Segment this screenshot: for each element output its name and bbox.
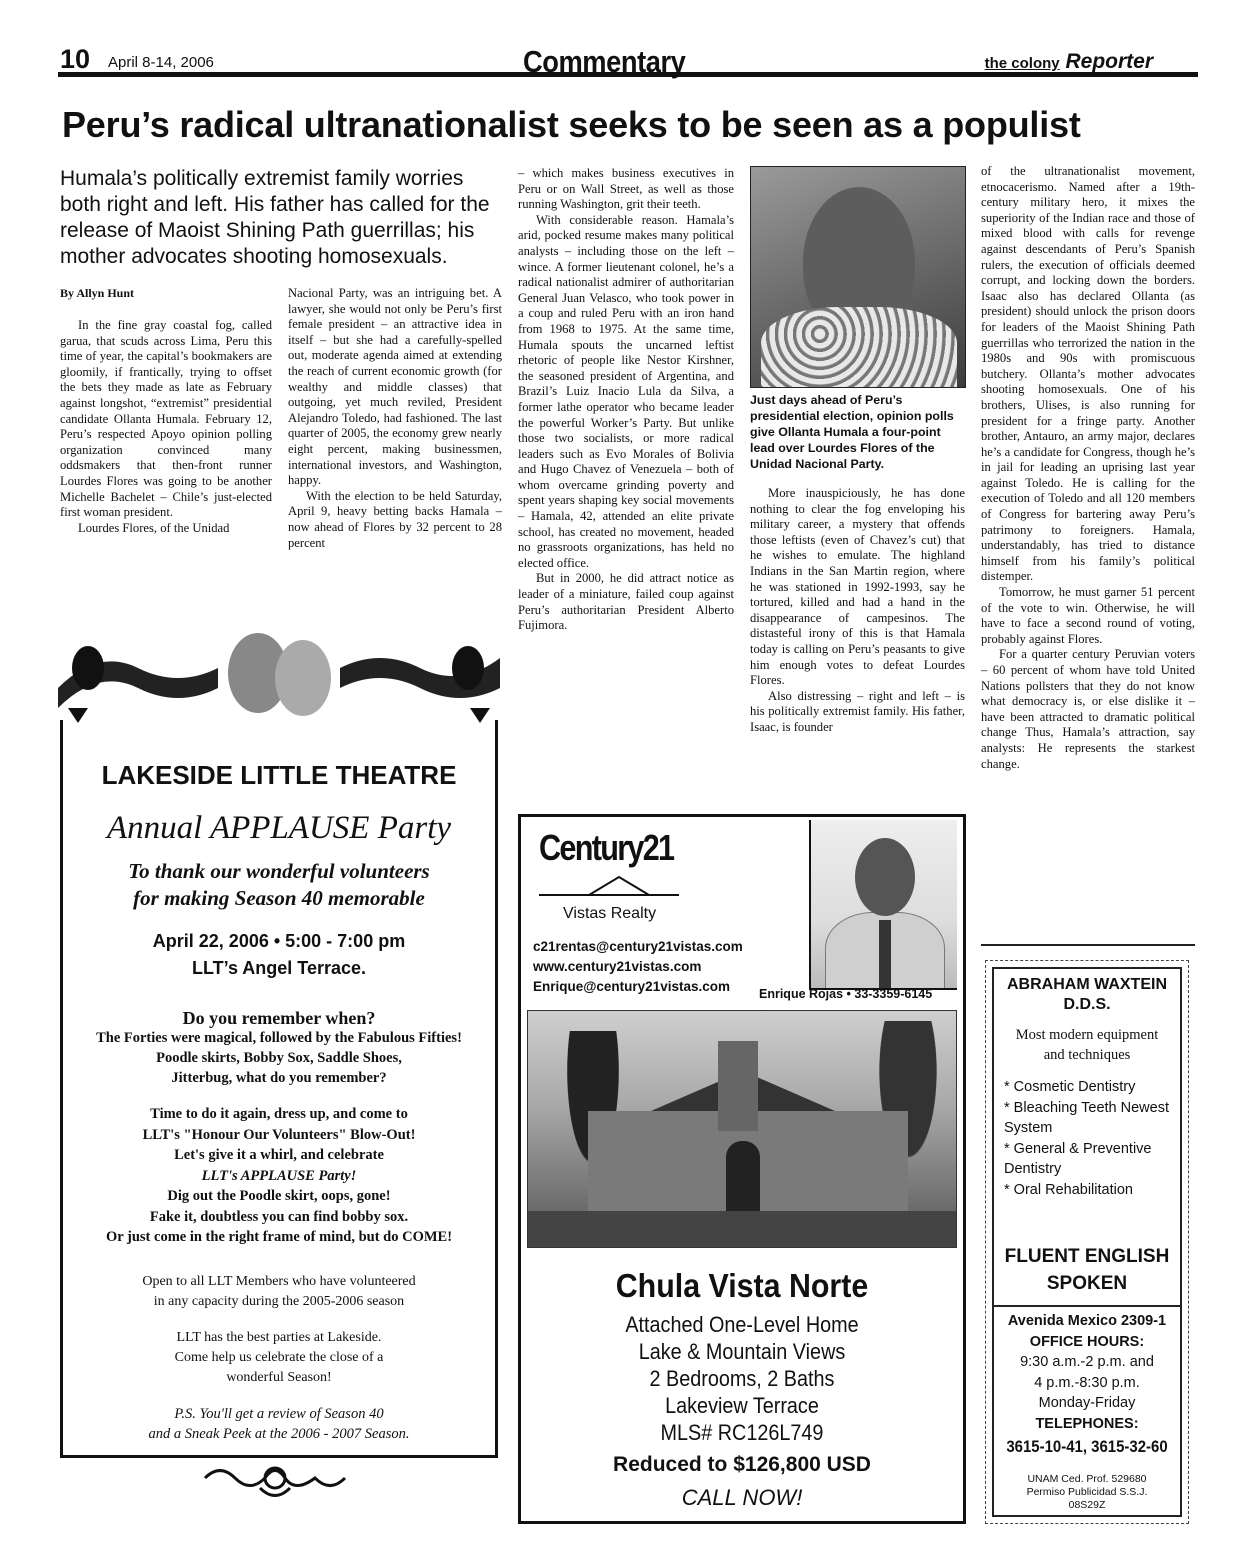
candidate-photo: [750, 166, 966, 388]
license-line: Permiso Publicidad S.S.J.: [1026, 1486, 1148, 1498]
invitation-line: LLT's "Honour Our Volunteers" Blow-Out!: [142, 1126, 416, 1143]
section-title: Commentary: [523, 44, 686, 79]
service-item: * Oral Rehabilitation: [1004, 1180, 1176, 1201]
article-paragraph: But in 2000, he did attract notice as leader of a miniature, failed coup against Peru’s authoritarian President Alberto Fujimora.: [518, 571, 734, 633]
invitation-line: Fake it, doubtless you can find bobby sox.: [149, 1208, 409, 1225]
contact-email[interactable]: Enrique@century21vistas.com: [533, 979, 730, 994]
party-title: Annual APPLAUSE Party: [106, 810, 452, 846]
article-paragraph: For a quarter century Peruvian voters – 60 percent of whom have told United Nations pollsters that they do not know what democracy is, or else dislike it – have been attracted to dramatic political change Thus, Hamala’s attraction, say analysts: He represents the starkest change.: [981, 647, 1195, 771]
office-address: Avenida Mexico 2309-1: [1007, 1313, 1167, 1329]
dentist-advertisement: [985, 960, 1189, 1524]
flourish-ornament-icon: [200, 1458, 350, 1498]
service-item: * Bleaching Teeth Newest System: [1004, 1098, 1176, 1139]
article-column-4: [750, 486, 965, 736]
property-detail: MLS# RC126L749: [660, 1420, 824, 1445]
article-column-3: [518, 166, 734, 634]
property-details: [543, 1311, 941, 1446]
theatre-advertisement: [60, 720, 498, 1458]
masthead: [58, 44, 1198, 82]
eligibility-text: [63, 1272, 495, 1312]
best-line: LLT has the best parties at Lakeside.: [176, 1330, 382, 1345]
column-divider: [981, 944, 1195, 946]
article-column-1: [60, 318, 272, 536]
theatre-masks-decoration: [58, 628, 500, 728]
comedy-mask-icon: [452, 646, 484, 690]
issue-date: April 8-14, 2006: [108, 54, 214, 71]
phone-numbers: 3615-10-41, 3615-32-60: [1006, 1437, 1168, 1456]
paper-name-main: Reporter: [1065, 50, 1153, 73]
event-datetime: [63, 928, 495, 982]
eligibility-line: in any capacity during the 2005-2006 season: [153, 1294, 405, 1309]
dentist-name: [994, 975, 1180, 1015]
dentist-name-line: ABRAHAM WAXTEIN: [1007, 976, 1167, 993]
house-tower: [718, 1041, 758, 1131]
phones-label: TELEPHONES:: [1035, 1415, 1139, 1432]
paper-name: [985, 50, 1153, 74]
invitation-line: Let's give it a whirl, and celebrate: [174, 1147, 384, 1163]
invitation-block: [63, 1104, 495, 1248]
license-info: [994, 1473, 1180, 1512]
agent-head: [855, 838, 915, 916]
equipment-text: [994, 1025, 1180, 1065]
event-location: LLT’s Angel Terrace.: [191, 958, 367, 978]
article-paragraph: With the election to be held Saturday, April 9, heavy betting backs Hamala – now ahead of Flores by 32 percent to 28 percent: [288, 488, 502, 550]
agent-name: Enrique Rojas • 33-3359-6145: [759, 987, 933, 1001]
article-column-2: [288, 286, 502, 551]
hours-line: 9:30 a.m.-2 p.m. and: [1020, 1354, 1154, 1370]
equipment-line: and techniques: [1043, 1047, 1131, 1063]
thanks-line: To thank our wonderful volunteers: [128, 859, 430, 883]
property-detail: Attached One-Level Home: [625, 1312, 859, 1337]
article-headline: Peru’s radical ultranationalist seeks to be seen as a populist: [62, 104, 1081, 145]
paper-name-prefix: the colony: [984, 55, 1060, 72]
postscript-line: P.S. You'll get a review of Season 40: [174, 1406, 384, 1422]
article-paragraph: More inauspiciously, he has done nothing to clear the fog enveloping his military career, a mystery that offends those leftists (even of Chavez’s cut) that he wishes to emulate. The highland Indians in the San Martin region, where he was stationed in 1992-1993, say he tortured, killed and had a hand in the disappearance of campesinos. The distasteful irony of this is that Hamala today is calling on Peru’s peasants to give him enough votes to defeat Lourdes Flores.: [750, 486, 965, 688]
postscript: [63, 1404, 495, 1444]
tragedy-mask-icon: [72, 646, 104, 690]
service-item: * Cosmetic Dentistry: [1004, 1077, 1176, 1098]
language-notice: [994, 1243, 1180, 1297]
center-mask-right-icon: [275, 640, 331, 716]
invitation-line: Or just come in the right frame of mind, but do COME!: [105, 1229, 453, 1245]
contact-website[interactable]: www.century21vistas.com: [533, 959, 702, 974]
house-roof-icon: [539, 873, 679, 899]
thanks-text: [63, 858, 495, 912]
agent-tie: [879, 920, 891, 990]
property-detail: Lakeview Terrace: [665, 1393, 819, 1418]
invitation-line: Dig out the Poodle skirt, oops, gone!: [167, 1188, 391, 1204]
property-detail: Lake & Mountain Views: [638, 1339, 846, 1364]
remember-line: The Forties were magical, followed by the Fabulous Fifties!: [96, 1030, 462, 1046]
contact-email[interactable]: c21rentas@century21vistas.com: [533, 939, 743, 954]
equipment-line: Most modern equipment: [1015, 1027, 1159, 1043]
remember-block: [63, 1008, 495, 1088]
property-detail: 2 Bedrooms, 2 Baths: [649, 1366, 835, 1391]
office-name: Vistas Realty: [563, 905, 657, 922]
century21-advertisement: [518, 814, 966, 1524]
event-date: April 22, 2006 • 5:00 - 7:00 pm: [152, 931, 406, 951]
thanks-line: for making Season 40 memorable: [133, 886, 425, 910]
page-number: 10: [60, 44, 91, 74]
hours-label: OFFICE HOURS:: [1029, 1333, 1145, 1350]
license-line: UNAM Ced. Prof. 529680: [1027, 1473, 1147, 1485]
article-deck: Humala’s politically extremist family worries both right and left. His father has called for the release of Maoist Shining Path guerrillas; his mother advocates shooting homosexuals.: [60, 167, 490, 268]
call-to-action: CALL NOW!: [681, 1485, 803, 1510]
postscript-line: and a Sneak Peek at the 2006 - 2007 Season.: [148, 1426, 410, 1442]
photo-flower-garland: [761, 307, 957, 388]
article-paragraph: Also distressing – right and left – is his politically extremist family. His father, Isaac, is founder: [750, 688, 965, 734]
language-line: FLUENT ENGLISH: [1004, 1246, 1170, 1267]
invitation-line: Time to do it again, dress up, and come to: [150, 1106, 408, 1122]
contact-list: [533, 937, 743, 997]
property-price: Reduced to $126,800 USD: [613, 1453, 871, 1476]
century21-logo: Century21: [539, 827, 674, 868]
theatre-name: LAKESIDE LITTLE THEATRE: [101, 760, 457, 790]
article-column-5: [981, 164, 1195, 772]
property-title: Chula Vista Norte: [615, 1267, 869, 1304]
remember-line: Jitterbug, what do you remember?: [171, 1070, 387, 1086]
hours-line: 4 p.m.-8:30 p.m.: [1034, 1374, 1140, 1391]
house-door: [726, 1141, 760, 1221]
office-info: [994, 1311, 1180, 1434]
byline: By Allyn Hunt: [60, 286, 135, 300]
yard: [528, 1211, 956, 1248]
language-line: SPOKEN: [1046, 1273, 1128, 1294]
article-paragraph: With considerable reason. Hamala’s arid, pocked resume makes many political analysts – including those on the left – wince. A former lieutenant colonel, he’s a radical nationalist admirer of authoritarian General Juan Velasco, who took power in a coup and ruled Peru with an iron hand from 1968 to 1975. At the same time, Humala spouts the uncarned leftist rhetoric of people like Nestor Kirshner, the seasoned president of Argentina, and Brazil’s Luiz Inacio Lula da Silva, a former lathe operator who became leader the powerful Worker’s Party. But unlike those two socialists, or more radical leaders such as Evo Morales of Bolivia and Hugo Chavez of Venezuela – both of whom overcame grinding poverty and spent years shaping key social movements – Hamala, 42, attended an elite private school, has created no movement, headed no grassroots organizations, has held no elected office.: [518, 212, 734, 570]
service-item: * General & Preventive Dentistry: [1004, 1139, 1176, 1180]
best-line: wonderful Season!: [226, 1370, 332, 1385]
dentist-degree: D.D.S.: [1063, 996, 1111, 1013]
photo-caption: Just days ahead of Peru’s presidential election, opinion polls give Ollanta Humala a four-point lead over Lourdes Flores of the Unidad Nacional Party.: [750, 393, 954, 471]
article-paragraph: Lourdes Flores, of the Unidad: [78, 520, 230, 535]
article-paragraph: – which makes business executives in Peru or on Wall Street, as well as those running Washington, grit their teeth.: [518, 166, 734, 212]
article-paragraph: In the fine gray coastal fog, called garua, that scuds across Lima, Peru this time of year, the capital’s bookmakers are gloomily, if frantically, trying to offset the bets they made as late as February against longshot, “extremist” presidential candidate Ollanta Humala. February 12, Peru’s respected Apoyo opinion polling organization convinced many oddsmakers that then-front runner Lourdes Flores was going to be another Michelle Bachelet – Chile’s just-elected first woman president.: [60, 318, 272, 520]
article-paragraph: Nacional Party, was an intriguing bet. A lawyer, she would not only be Peru’s first female president – an attractive idea in itself – but she had a carefully-spelled out, moderate agenda aimed at extending the reach of current economic growth (for wealthy and middle classes) that outgoing, yet much reviled, President Alejandro Toledo, had fashioned. The last quarter of 2005, the economy grew nearly eight percent, making businessmen, international investors, and Washington, happy.: [288, 286, 502, 488]
best-line: Come help us celebrate the close of a: [174, 1350, 384, 1365]
best-parties-text: [63, 1328, 495, 1388]
hours-line: Monday-Friday: [1038, 1395, 1136, 1411]
remember-heading: Do you remember when?: [182, 1008, 376, 1028]
property-photo: [527, 1010, 957, 1248]
dentist-ad-frame: [992, 967, 1182, 1517]
agent-photo: [809, 820, 957, 990]
eligibility-line: Open to all LLT Members who have volunteered: [142, 1274, 416, 1289]
article-paragraph: Tomorrow, he must garner 51 percent of the vote to win. Otherwise, he will have to face a second round of voting, probably against Flores.: [981, 585, 1195, 646]
dentist-divider: [994, 1305, 1180, 1307]
invitation-line: LLT's APPLAUSE Party!: [201, 1167, 357, 1184]
services-list: [1004, 1077, 1176, 1200]
license-line: 08S29Z: [1068, 1499, 1106, 1511]
article-paragraph: of the ultranationalist movement, etnocacerismo. Named after a 19th-century military hero, it mixes the superiority of the Indian race and those of mixed blood with calls for revenge against descendants of Peru’s Spanish rulers, the execution of officials deemed corrupt, and locking down the borders. Isaac also has declared Ollanta (as president) should unlock the prison doors for leaders of the Maoist Shining Path guerrillas who terrorized the nation in the 1980s and 90s with promiscuous butchery. Ollanta’s mother advocates shooting homosexuals. One of his brothers, Ulises, is also running for president for a fringe party. Another brother, Antauro, an army major, declares he’s a candidate for Congress, though he’s in jail for leading an uprising last year against Toledo. He is calling for the execution of Toledo and all 120 members of Congress for bartering away Peru’s patrimony to foreigners. Hamala, understandably, has tried to distance himself from his family’s political distemper.: [981, 164, 1195, 584]
remember-line: Poodle skirts, Bobby Sox, Saddle Shoes,: [156, 1050, 402, 1066]
